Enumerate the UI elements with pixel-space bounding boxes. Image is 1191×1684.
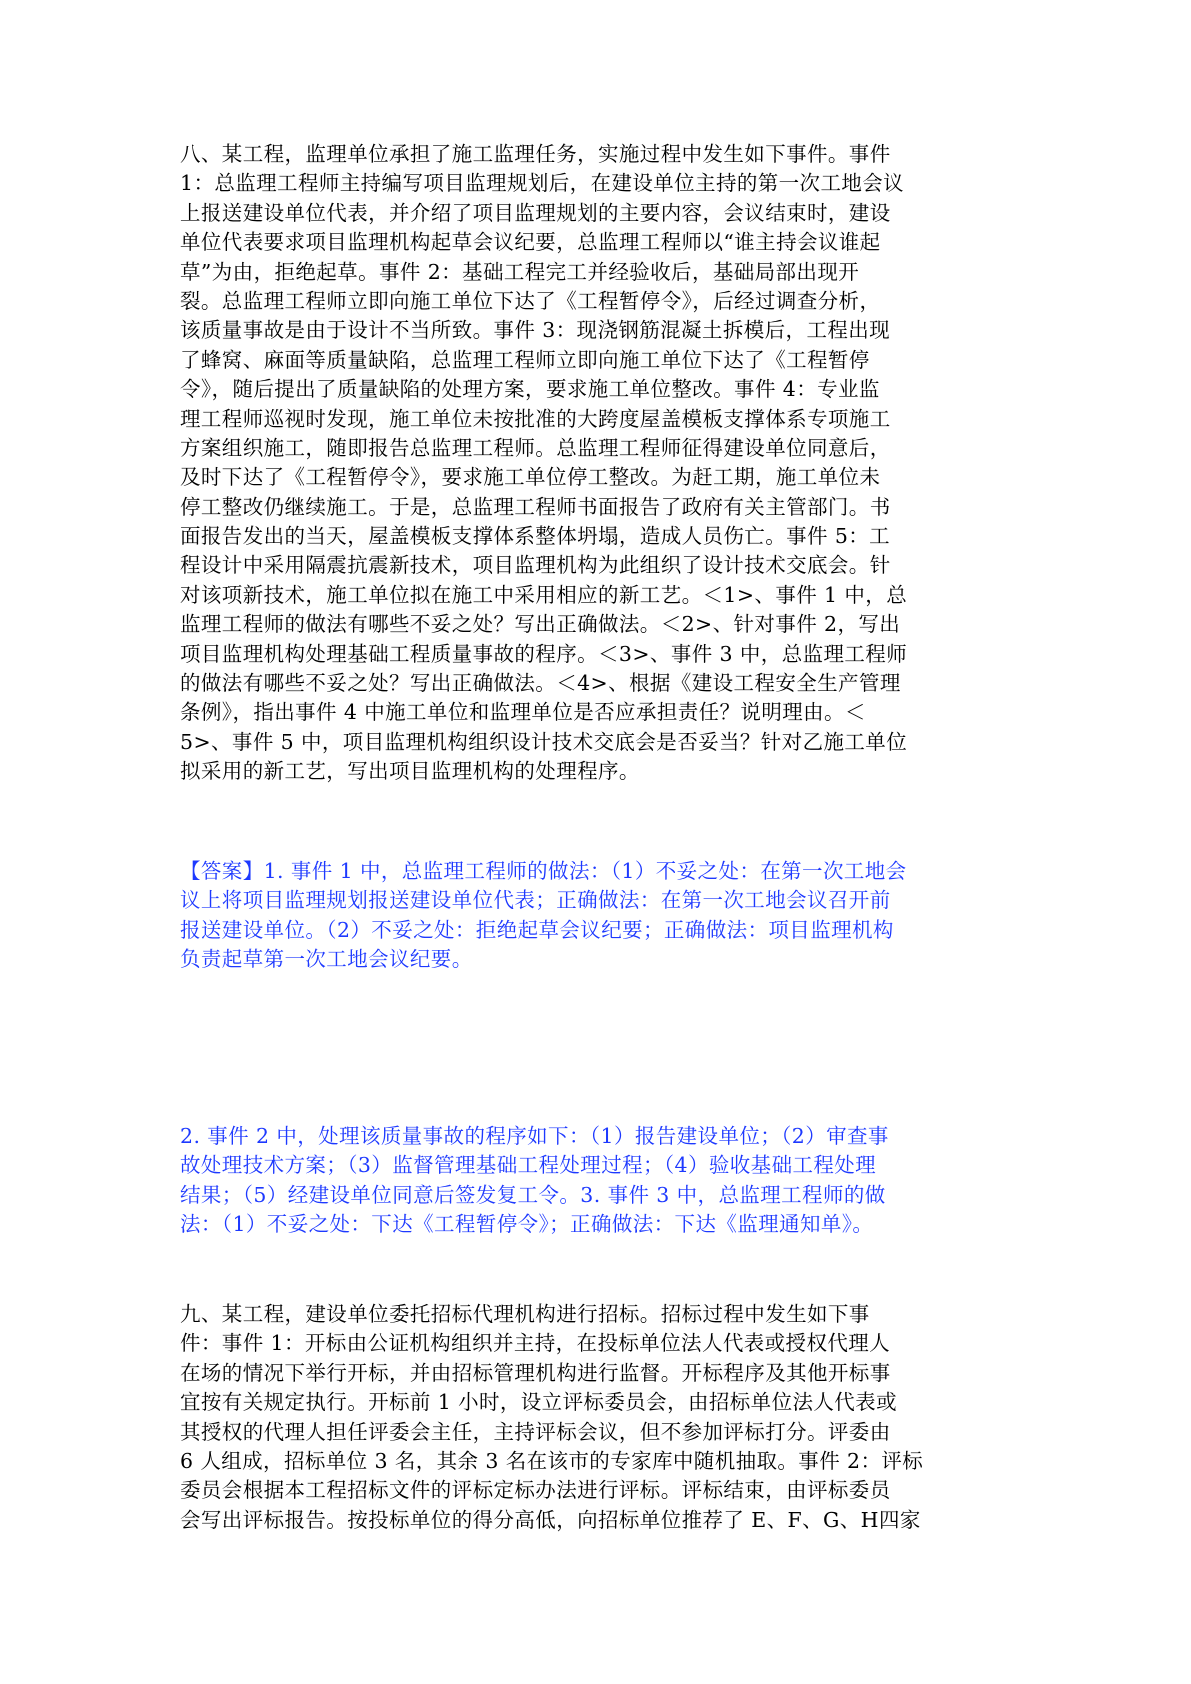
text-line: 该质量事故是由于设计不当所致。事件 3：现浇钢筋混凝土拆模后，工程出现	[180, 318, 891, 343]
text-line: 理工程师巡视时发现，施工单位未按批准的大跨度屋盖模板支撑体系专项施工	[180, 406, 891, 431]
answer-line: 2. 事件 2 中，处理该质量事故的程序如下：（1）报告建设单位；（2）审查事	[180, 1124, 889, 1148]
text-line: 项目监理机构处理基础工程质量事故的程序。＜3>、事件 3 中，总监理工程师	[180, 641, 908, 666]
text-line: 了蜂窝、麻面等质量缺陷，总监理工程师立即向施工单位下达了《工程暂停	[180, 347, 870, 372]
text-line: 方案组织施工，随即报告总监理工程师。总监理工程师征得建设单位同意后，	[180, 435, 891, 460]
answer-line: 负责起草第一次工地会议纪要。	[180, 947, 473, 972]
text-line: 监理工程师的做法有哪些不妥之处？写出正确做法。＜2>、针对事件 2，写出	[180, 612, 901, 637]
text-line: 其授权的代理人担任评委会主任，主持评标会议，但不参加评标打分。评委由	[180, 1419, 891, 1444]
text-line: 5>、事件 5 中，项目监理机构组织设计技术交底会是否妥当？针对乙施工单位	[180, 729, 908, 754]
answer-line: 报送建设单位。（2）不妥之处：拒绝起草会议纪要；正确做法：项目监理机构	[180, 917, 894, 942]
text-line: 草”为由，拒绝起草。事件 2：基础工程完工并经验收后，基础局部出现开	[180, 259, 860, 284]
text-line: 宜按有关规定执行。开标前 1 小时，设立评标委员会，由招标单位法人代表或	[180, 1390, 897, 1415]
text-line: 及时下达了《工程暂停令》，要求施工单位停工整改。为赶工期，施工单位未	[180, 465, 881, 490]
text-line: 程设计中采用隔震抗震新技术，项目监理机构为此组织了设计技术交底会。针	[180, 553, 891, 578]
text-line: 委员会根据本工程招标文件的评标定标办法进行评标。评标结束，由评标委员	[180, 1478, 891, 1503]
answer-line: 【答案】1. 事件 1 中，总监理工程师的做法：（1）不妥之处：在第一次工地会	[180, 859, 907, 883]
text-line: 面报告发出的当天，屋盖模板支撑体系整体坍塌，造成人员伤亡。事件 5：工	[180, 524, 891, 549]
answer-line: 议上将项目监理规划报送建设单位代表；正确做法：在第一次工地会议召开前	[180, 888, 891, 913]
text-line: 件：事件 1：开标由公证机构组织并主持，在投标单位法人代表或授权代理人	[180, 1331, 891, 1356]
answer-line: 结果；（5）经建设单位同意后签发复工令。3. 事件 3 中，总监理工程师的做	[180, 1182, 886, 1207]
answer-line: 法：（1）不妥之处：下达《工程暂停令》；正确做法：下达《监理通知单》。	[180, 1212, 874, 1237]
question-8-paragraph	[180, 140, 1020, 787]
text-line: 停工整改仍继续施工。于是，总监理工程师书面报告了政府有关主管部门。书	[180, 494, 891, 519]
question-9-paragraph	[180, 1300, 1020, 1535]
text-line: 1：总监理工程师主持编写项目监理规划后，在建设单位主持的第一次工地会议	[180, 171, 905, 196]
text-line: 裂。总监理工程师立即向施工单位下达了《工程暂停令》，后经过调查分析，	[180, 288, 881, 313]
text-line: 上报送建设单位代表，并介绍了项目监理规划的主要内容，会议结束时，建设	[180, 200, 891, 225]
text-line: 令》，随后提出了质量缺陷的处理方案，要求施工单位整改。事件 4：专业监	[180, 377, 880, 402]
text-line: 拟采用的新工艺，写出项目监理机构的处理程序。	[180, 759, 640, 784]
answer-2-paragraph	[180, 1122, 1020, 1240]
text-line: 条例》，指出事件 4 中施工单位和监理单位是否应承担责任？说明理由。＜	[180, 700, 866, 725]
text-line: 的做法有哪些不妥之处？写出正确做法。＜4>、根据《建设工程安全生产管理	[180, 671, 901, 696]
text-line: 单位代表要求项目监理机构起草会议纪要，总监理工程师以“谁主持会议谁起	[180, 230, 881, 255]
answer-line: 故处理技术方案；（3）监督管理基础工程处理过程；（4）验收基础工程处理	[180, 1153, 877, 1178]
text-line: 对该项新技术，施工单位拟在施工中采用相应的新工艺。＜1>、事件 1 中，总	[180, 582, 908, 607]
text-line: 在场的情况下举行开标，并由招标管理机构进行监督。开标程序及其他开标事	[180, 1360, 891, 1385]
text-line: 九、某工程，建设单位委托招标代理机构进行招标。招标过程中发生如下事	[180, 1302, 870, 1326]
answer-1-paragraph	[180, 857, 1020, 975]
text-line: 6 人组成，招标单位 3 名，其余 3 名在该市的专家库中随机抽取。事件 2：评标	[180, 1448, 924, 1473]
text-line: 八、某工程，监理单位承担了施工监理任务，实施过程中发生如下事件。事件	[180, 142, 891, 166]
text-line: 会写出评标报告。按投标单位的得分高低，向招标单位推荐了 E、F、G、H四家	[180, 1507, 921, 1532]
